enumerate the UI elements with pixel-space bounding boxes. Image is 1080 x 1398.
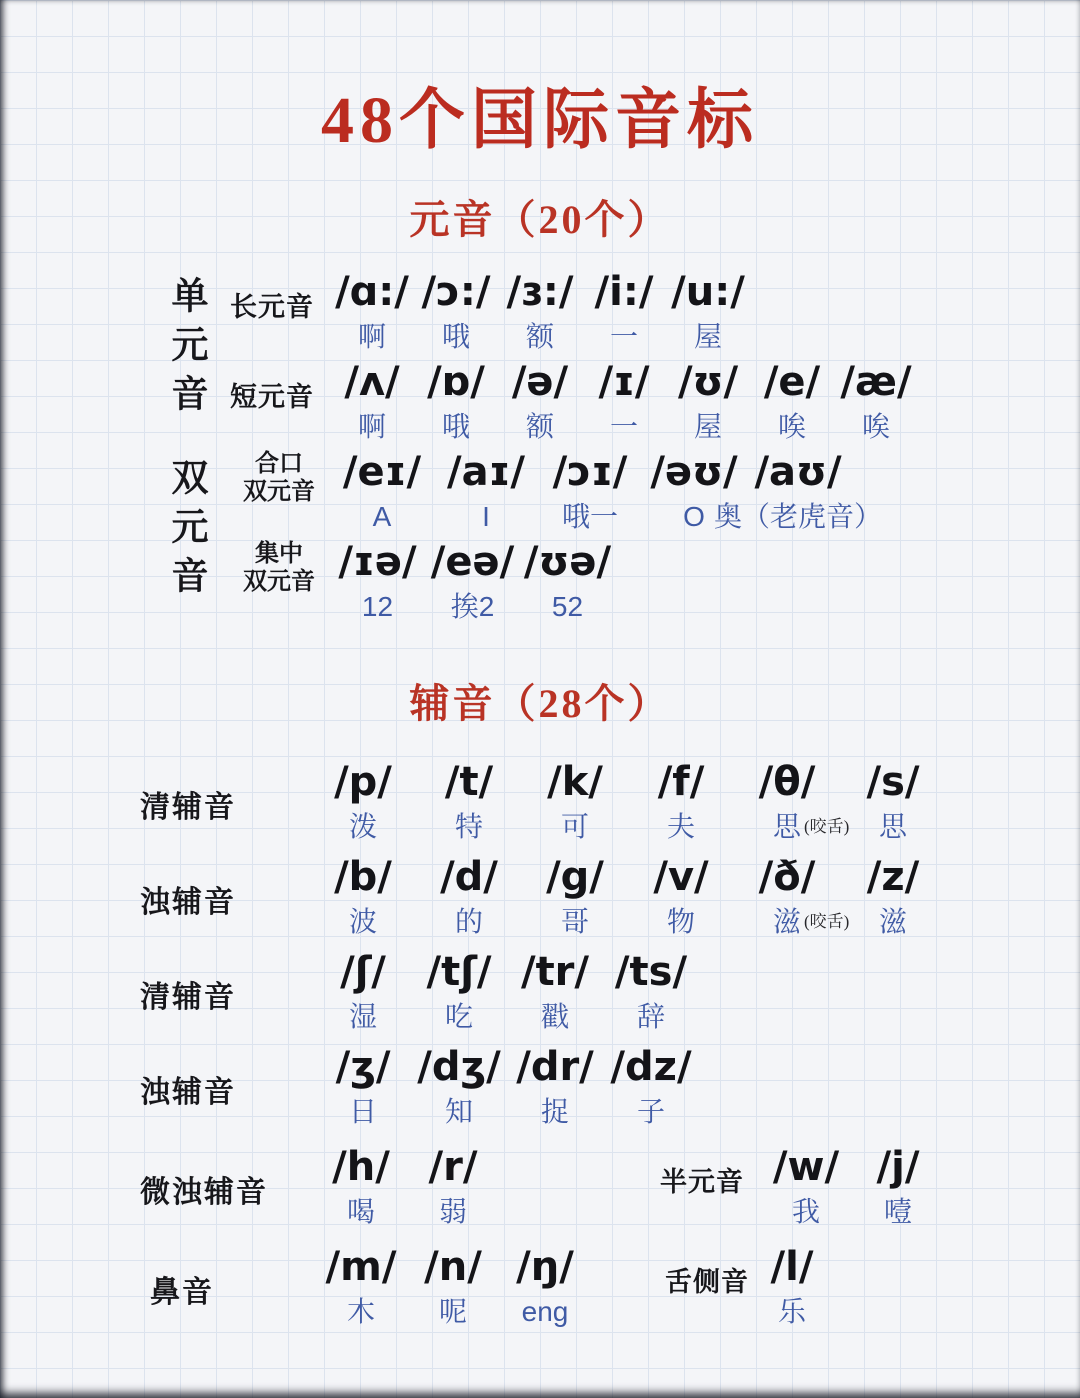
phoneme-cell <box>522 855 628 939</box>
phoneme-cell <box>734 854 850 939</box>
phoneme-symbol: /w/ <box>772 1144 840 1190</box>
phoneme-cell <box>507 1045 603 1129</box>
phoneme-symbol: /t/ <box>444 759 494 805</box>
phoneme-symbol: /n/ <box>424 1244 482 1290</box>
phoneme-cell <box>760 1145 852 1229</box>
phoneme-hint: 辞 <box>636 1001 665 1032</box>
centring-diphthong-label-line1: 集中 <box>255 541 303 567</box>
phoneme-hint: 挨2 <box>450 591 495 622</box>
phoneme-cell <box>760 1245 824 1329</box>
phoneme-symbol: /v/ <box>653 854 709 900</box>
phoneme-cell <box>416 760 522 844</box>
phoneme-symbol: /g/ <box>546 854 604 900</box>
phoneme-symbol: /eə/ <box>430 539 515 585</box>
phoneme-cell <box>603 950 699 1034</box>
phoneme-cell <box>425 540 520 624</box>
phoneme-cell <box>522 760 628 844</box>
phoneme-hint: 哦一 <box>561 501 618 532</box>
short-vowel-label: 短元音 <box>230 382 314 412</box>
phoneme-hint-text: 思 <box>772 811 801 842</box>
phoneme-cell <box>315 1045 411 1129</box>
phoneme-symbol: /s/ <box>866 759 920 805</box>
phoneme-symbol: /ə/ <box>511 359 569 405</box>
phoneme-symbol: /f/ <box>657 759 705 805</box>
phoneme-cell <box>603 1045 699 1129</box>
phoneme-hint: 我 <box>791 1196 820 1227</box>
phoneme-hint: 湿 <box>348 1001 377 1032</box>
phoneme-symbol: /h/ <box>332 1144 390 1190</box>
phoneme-cell <box>666 270 750 354</box>
phoneme-symbol: /m/ <box>325 1244 397 1290</box>
voiced-consonant-label-1: 浊辅音 <box>140 886 236 919</box>
phoneme-hint: 哦 <box>441 411 470 442</box>
phoneme-symbol: /e/ <box>763 359 821 405</box>
phoneme-hint: 啊 <box>357 321 386 352</box>
phoneme-symbol: /aʊ/ <box>754 449 842 495</box>
phoneme-cell <box>582 360 666 444</box>
diphthong-group-label: 双元音 <box>165 458 206 605</box>
phoneme-hint: 滋 <box>878 906 907 937</box>
phoneme-cell <box>411 950 507 1034</box>
phoneme-cell <box>330 540 425 624</box>
phoneme-hint: 木 <box>346 1296 375 1327</box>
phoneme-hint: 泼 <box>348 811 377 842</box>
phoneme-hint: 12 <box>361 591 394 622</box>
phoneme-hint: 子 <box>636 1096 665 1127</box>
phoneme-symbol: /b/ <box>334 854 392 900</box>
phoneme-symbol: /d/ <box>440 854 498 900</box>
phoneme-symbol: /əʊ/ <box>650 449 738 495</box>
phoneme-hint: 夫 <box>666 811 695 842</box>
phoneme-symbol: /l/ <box>770 1244 814 1290</box>
phoneme-cell <box>310 855 416 939</box>
phoneme-cell <box>499 1245 591 1329</box>
voiced-consonant-label-2: 浊辅音 <box>140 1076 236 1109</box>
page-title: 48个国际音标 <box>321 84 759 157</box>
phoneme-cell <box>414 270 498 354</box>
phoneme-hint: 额 <box>525 411 554 442</box>
phoneme-symbol: /ts/ <box>614 949 688 995</box>
phoneme-symbol: /θ/ <box>758 759 816 805</box>
phoneme-cell <box>852 1145 944 1229</box>
phoneme-hint: 噎 <box>883 1196 912 1227</box>
phoneme-cell <box>330 450 434 534</box>
phoneme-hint: I <box>482 501 490 532</box>
phoneme-symbol: /ʊ/ <box>677 359 739 405</box>
phoneme-hint: 奥（老虎音） <box>714 501 883 532</box>
phoneme-hint: 哦 <box>441 321 470 352</box>
centring-diphthong-label-line2: 双元音 <box>243 569 315 595</box>
phoneme-symbol: /ɑ:/ <box>335 269 409 315</box>
voiceless-consonant-label-1: 清辅音 <box>140 791 236 824</box>
phoneme-cell <box>411 1045 507 1129</box>
slightly-voiced-consonant-label: 微浊辅音 <box>140 1176 268 1209</box>
closing-diphthong-label-line2: 双元音 <box>243 479 315 505</box>
phoneme-hint: eng <box>521 1296 569 1327</box>
phoneme-cell <box>582 270 666 354</box>
voiceless-consonant-label-2: 清辅音 <box>140 981 236 1014</box>
phoneme-symbol: /p/ <box>334 759 392 805</box>
phoneme-cell <box>628 855 734 939</box>
phoneme-hint: 啊 <box>357 411 386 442</box>
phoneme-cell <box>628 760 734 844</box>
phoneme-symbol: /aɪ/ <box>446 449 526 495</box>
phoneme-cell <box>416 855 522 939</box>
phoneme-hint: 日 <box>348 1096 377 1127</box>
phoneme-symbol: /ʃ/ <box>340 949 386 995</box>
semivowel-label: 半元音 <box>660 1167 744 1197</box>
voiceless-consonant-row-1 <box>310 760 946 844</box>
phoneme-symbol: /z/ <box>866 854 920 900</box>
phoneme-cell <box>330 270 414 354</box>
nasal-label: 鼻音 <box>150 1276 214 1309</box>
phoneme-cell <box>315 950 411 1034</box>
phoneme-cell <box>498 270 582 354</box>
voiced-consonant-row-2 <box>315 1045 699 1129</box>
phoneme-hint <box>772 905 850 939</box>
bite-tongue-note: (咬舌) <box>804 817 850 836</box>
phoneme-hint: 呢 <box>438 1296 467 1327</box>
closing-diphthong-label <box>234 450 324 506</box>
nasal-row <box>315 1245 591 1329</box>
phoneme-symbol: /i:/ <box>594 269 654 315</box>
phoneme-hint: 一 <box>609 321 638 352</box>
closing-diphthong-row <box>330 449 883 534</box>
centring-diphthong-label <box>234 540 324 596</box>
semivowel-row <box>760 1145 944 1229</box>
voiced-consonant-row-1 <box>310 855 946 939</box>
phoneme-cell <box>407 1145 499 1229</box>
phoneme-symbol: /ɒ/ <box>427 359 485 405</box>
phoneme-hint: 喝 <box>346 1196 375 1227</box>
phoneme-hint: 的 <box>454 906 483 937</box>
phoneme-symbol: /ɪə/ <box>338 539 417 585</box>
monophthong-group-label: 单元音 <box>165 276 206 423</box>
phoneme-hint: 屋 <box>693 411 722 442</box>
voiceless-consonant-row-2 <box>315 950 699 1034</box>
phoneme-cell <box>714 449 883 534</box>
phoneme-symbol: /ʒ/ <box>335 1044 391 1090</box>
phoneme-symbol: /dʒ/ <box>417 1044 501 1090</box>
phoneme-cell <box>407 1245 499 1329</box>
phoneme-symbol: /ɪ/ <box>598 359 650 405</box>
phoneme-symbol: /u:/ <box>671 269 745 315</box>
phoneme-symbol: /ʌ/ <box>344 359 400 405</box>
phoneme-hint: 吃 <box>444 1001 473 1032</box>
consonant-section-title: 辅音（28个） <box>409 681 671 726</box>
phoneme-symbol: /ð/ <box>758 854 816 900</box>
phoneme-hint: 唉 <box>777 411 806 442</box>
phoneme-cell <box>750 360 834 444</box>
phoneme-hint: 唉 <box>861 411 890 442</box>
lateral-label: 舌侧音 <box>665 1267 749 1297</box>
phoneme-cell <box>666 360 750 444</box>
phoneme-cell <box>520 540 615 624</box>
closing-diphthong-label-line1: 合口 <box>255 451 303 477</box>
phoneme-hint: 波 <box>348 906 377 937</box>
phoneme-symbol: /eɪ/ <box>342 449 422 495</box>
phoneme-hint: O <box>683 501 705 532</box>
phoneme-hint: A <box>372 501 392 532</box>
phoneme-hint <box>772 810 850 844</box>
phoneme-symbol: /ʊə/ <box>523 539 612 585</box>
slightly-voiced-consonant-row <box>315 1145 499 1229</box>
phoneme-symbol: /j/ <box>876 1144 920 1190</box>
phoneme-hint-text: 滋 <box>772 906 801 937</box>
phoneme-hint: 屋 <box>693 321 722 352</box>
phoneme-hint: 物 <box>666 906 695 937</box>
phoneme-hint: 知 <box>444 1096 473 1127</box>
phoneme-hint: 可 <box>560 811 589 842</box>
phoneme-symbol: /ɜ:/ <box>506 269 574 315</box>
phoneme-cell <box>310 760 416 844</box>
phoneme-cell <box>315 1145 407 1229</box>
phoneme-hint: 52 <box>551 591 584 622</box>
phoneme-hint: 弱 <box>438 1196 467 1227</box>
phoneme-cell <box>840 855 946 939</box>
bite-tongue-note: (咬舌) <box>804 912 850 931</box>
phoneme-hint: 戳 <box>540 1001 569 1032</box>
phoneme-hint: 思 <box>878 811 907 842</box>
short-vowel-row <box>330 360 918 444</box>
phoneme-cell <box>498 360 582 444</box>
phoneme-symbol: /k/ <box>547 759 603 805</box>
phoneme-cell <box>434 450 538 534</box>
phoneme-cell <box>507 950 603 1034</box>
phoneme-hint: 额 <box>525 321 554 352</box>
phoneme-symbol: /æ/ <box>840 359 912 405</box>
phoneme-symbol: /tr/ <box>520 949 590 995</box>
phoneme-cell <box>414 360 498 444</box>
phoneme-symbol: /ŋ/ <box>516 1244 574 1290</box>
phoneme-symbol: /tʃ/ <box>426 949 492 995</box>
phoneme-symbol: /dz/ <box>610 1044 692 1090</box>
phoneme-hint: 特 <box>454 811 483 842</box>
phoneme-cell <box>330 360 414 444</box>
phoneme-hint: 哥 <box>560 906 589 937</box>
phoneme-symbol: /dr/ <box>516 1044 594 1090</box>
phoneme-cell <box>315 1245 407 1329</box>
long-vowel-label: 长元音 <box>230 292 314 322</box>
phoneme-cell <box>734 759 850 844</box>
phoneme-hint: 乐 <box>777 1296 806 1327</box>
long-vowel-row <box>330 270 750 354</box>
vowel-section-title: 元音（20个） <box>409 197 671 242</box>
phoneme-cell <box>840 760 946 844</box>
phoneme-cell <box>538 450 642 534</box>
phoneme-hint: 捉 <box>540 1096 569 1127</box>
phoneme-symbol: /ɔ:/ <box>421 269 491 315</box>
phoneme-symbol: /ɔɪ/ <box>552 449 628 495</box>
lateral-row <box>760 1245 824 1329</box>
phoneme-symbol: /r/ <box>428 1144 478 1190</box>
phoneme-cell <box>834 360 918 444</box>
phoneme-hint: 一 <box>609 411 638 442</box>
centring-diphthong-row <box>330 540 615 624</box>
